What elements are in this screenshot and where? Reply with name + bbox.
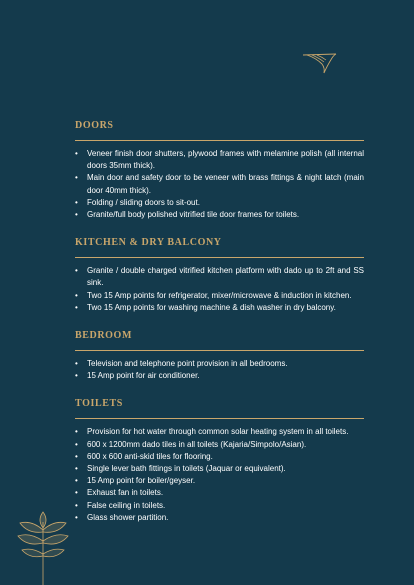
list-item: • Folding / sliding doors to sit-out.: [75, 197, 364, 209]
bullet-icon: •: [75, 488, 78, 498]
list-item: • Two 15 Amp points for refrigerator, mixer/microwave & induction in kitchen.: [75, 290, 364, 302]
list-item: • Glass shower partition.: [75, 512, 364, 524]
lotus-icon: [16, 508, 70, 585]
bullet-icon: •: [75, 210, 78, 220]
bullet-icon: •: [75, 302, 78, 312]
section-title-toilets: TOILETS: [75, 398, 123, 410]
bullet-icon: •: [75, 197, 78, 207]
list-item: • Veneer finish door shutters, plywood frames with melamine polish (all internal doors 35mm thick).: [75, 149, 364, 171]
bird-logo-icon: [302, 52, 338, 74]
list-item: • Provision for hot water through common solar heating system in all toilets.: [75, 426, 364, 438]
bullet-icon: •: [75, 451, 78, 461]
section-title-kitchen: KITCHEN & DRY BALCONY: [75, 237, 222, 249]
list-item: • False ceiling in toilets.: [75, 500, 364, 512]
bullet-icon: •: [75, 149, 78, 158]
bullet-icon: •: [75, 476, 78, 486]
bullet-icon: •: [75, 427, 78, 437]
bullet-icon: •: [75, 290, 78, 300]
toilets-list: [75, 426, 364, 524]
bullet-icon: •: [75, 512, 78, 522]
list-item: • Exhaust fan in toilets.: [75, 487, 364, 499]
list-item: • Television and telephone point provision in all bedrooms.: [75, 358, 364, 370]
list-item: • Two 15 Amp points for washing machine & dish washer in dry balcony.: [75, 302, 364, 314]
section-kitchen: [75, 237, 364, 314]
list-item: • 600 x 1200mm dado tiles in all toilets (Kajaria/Simpolo/Asian).: [75, 439, 364, 451]
list-item: • Single lever bath fittings in toilets (Jaquar or equivalent).: [75, 463, 364, 475]
section-divider: [75, 418, 364, 419]
list-item: • Main door and safety door to be veneer with brass fittings & night latch (main door 40mm thick).: [75, 173, 364, 195]
section-divider: [75, 257, 364, 258]
content-column: [75, 120, 364, 540]
kitchen-list: [75, 265, 364, 314]
list-item: • 15 Amp point for air conditioner.: [75, 370, 364, 382]
bullet-icon: •: [75, 439, 78, 449]
section-toilets: [75, 398, 364, 524]
bullet-icon: •: [75, 173, 78, 183]
bullet-icon: •: [75, 359, 78, 369]
list-item: • 600 x 600 anti-skid tiles for flooring.: [75, 451, 364, 463]
bullet-icon: •: [75, 464, 78, 474]
bedroom-list: [75, 358, 364, 382]
section-title-bedroom: BEDROOM: [75, 330, 132, 342]
section-doors: [75, 120, 364, 221]
section-divider: [75, 350, 364, 351]
list-item: • Granite / double charged vitrified kitchen platform with dado up to 2ft and SS sink.: [75, 266, 364, 288]
bullet-icon: •: [75, 266, 78, 276]
section-divider: [75, 140, 364, 141]
bullet-icon: •: [75, 500, 78, 510]
list-item: • Granite/full body polished vitrified tile door frames for toilets.: [75, 209, 364, 221]
section-title-doors: DOORS: [75, 120, 114, 131]
doors-list: [75, 148, 364, 221]
bullet-icon: •: [75, 371, 78, 381]
section-bedroom: [75, 330, 364, 382]
list-item: • 15 Amp point for boiler/geyser.: [75, 475, 364, 487]
